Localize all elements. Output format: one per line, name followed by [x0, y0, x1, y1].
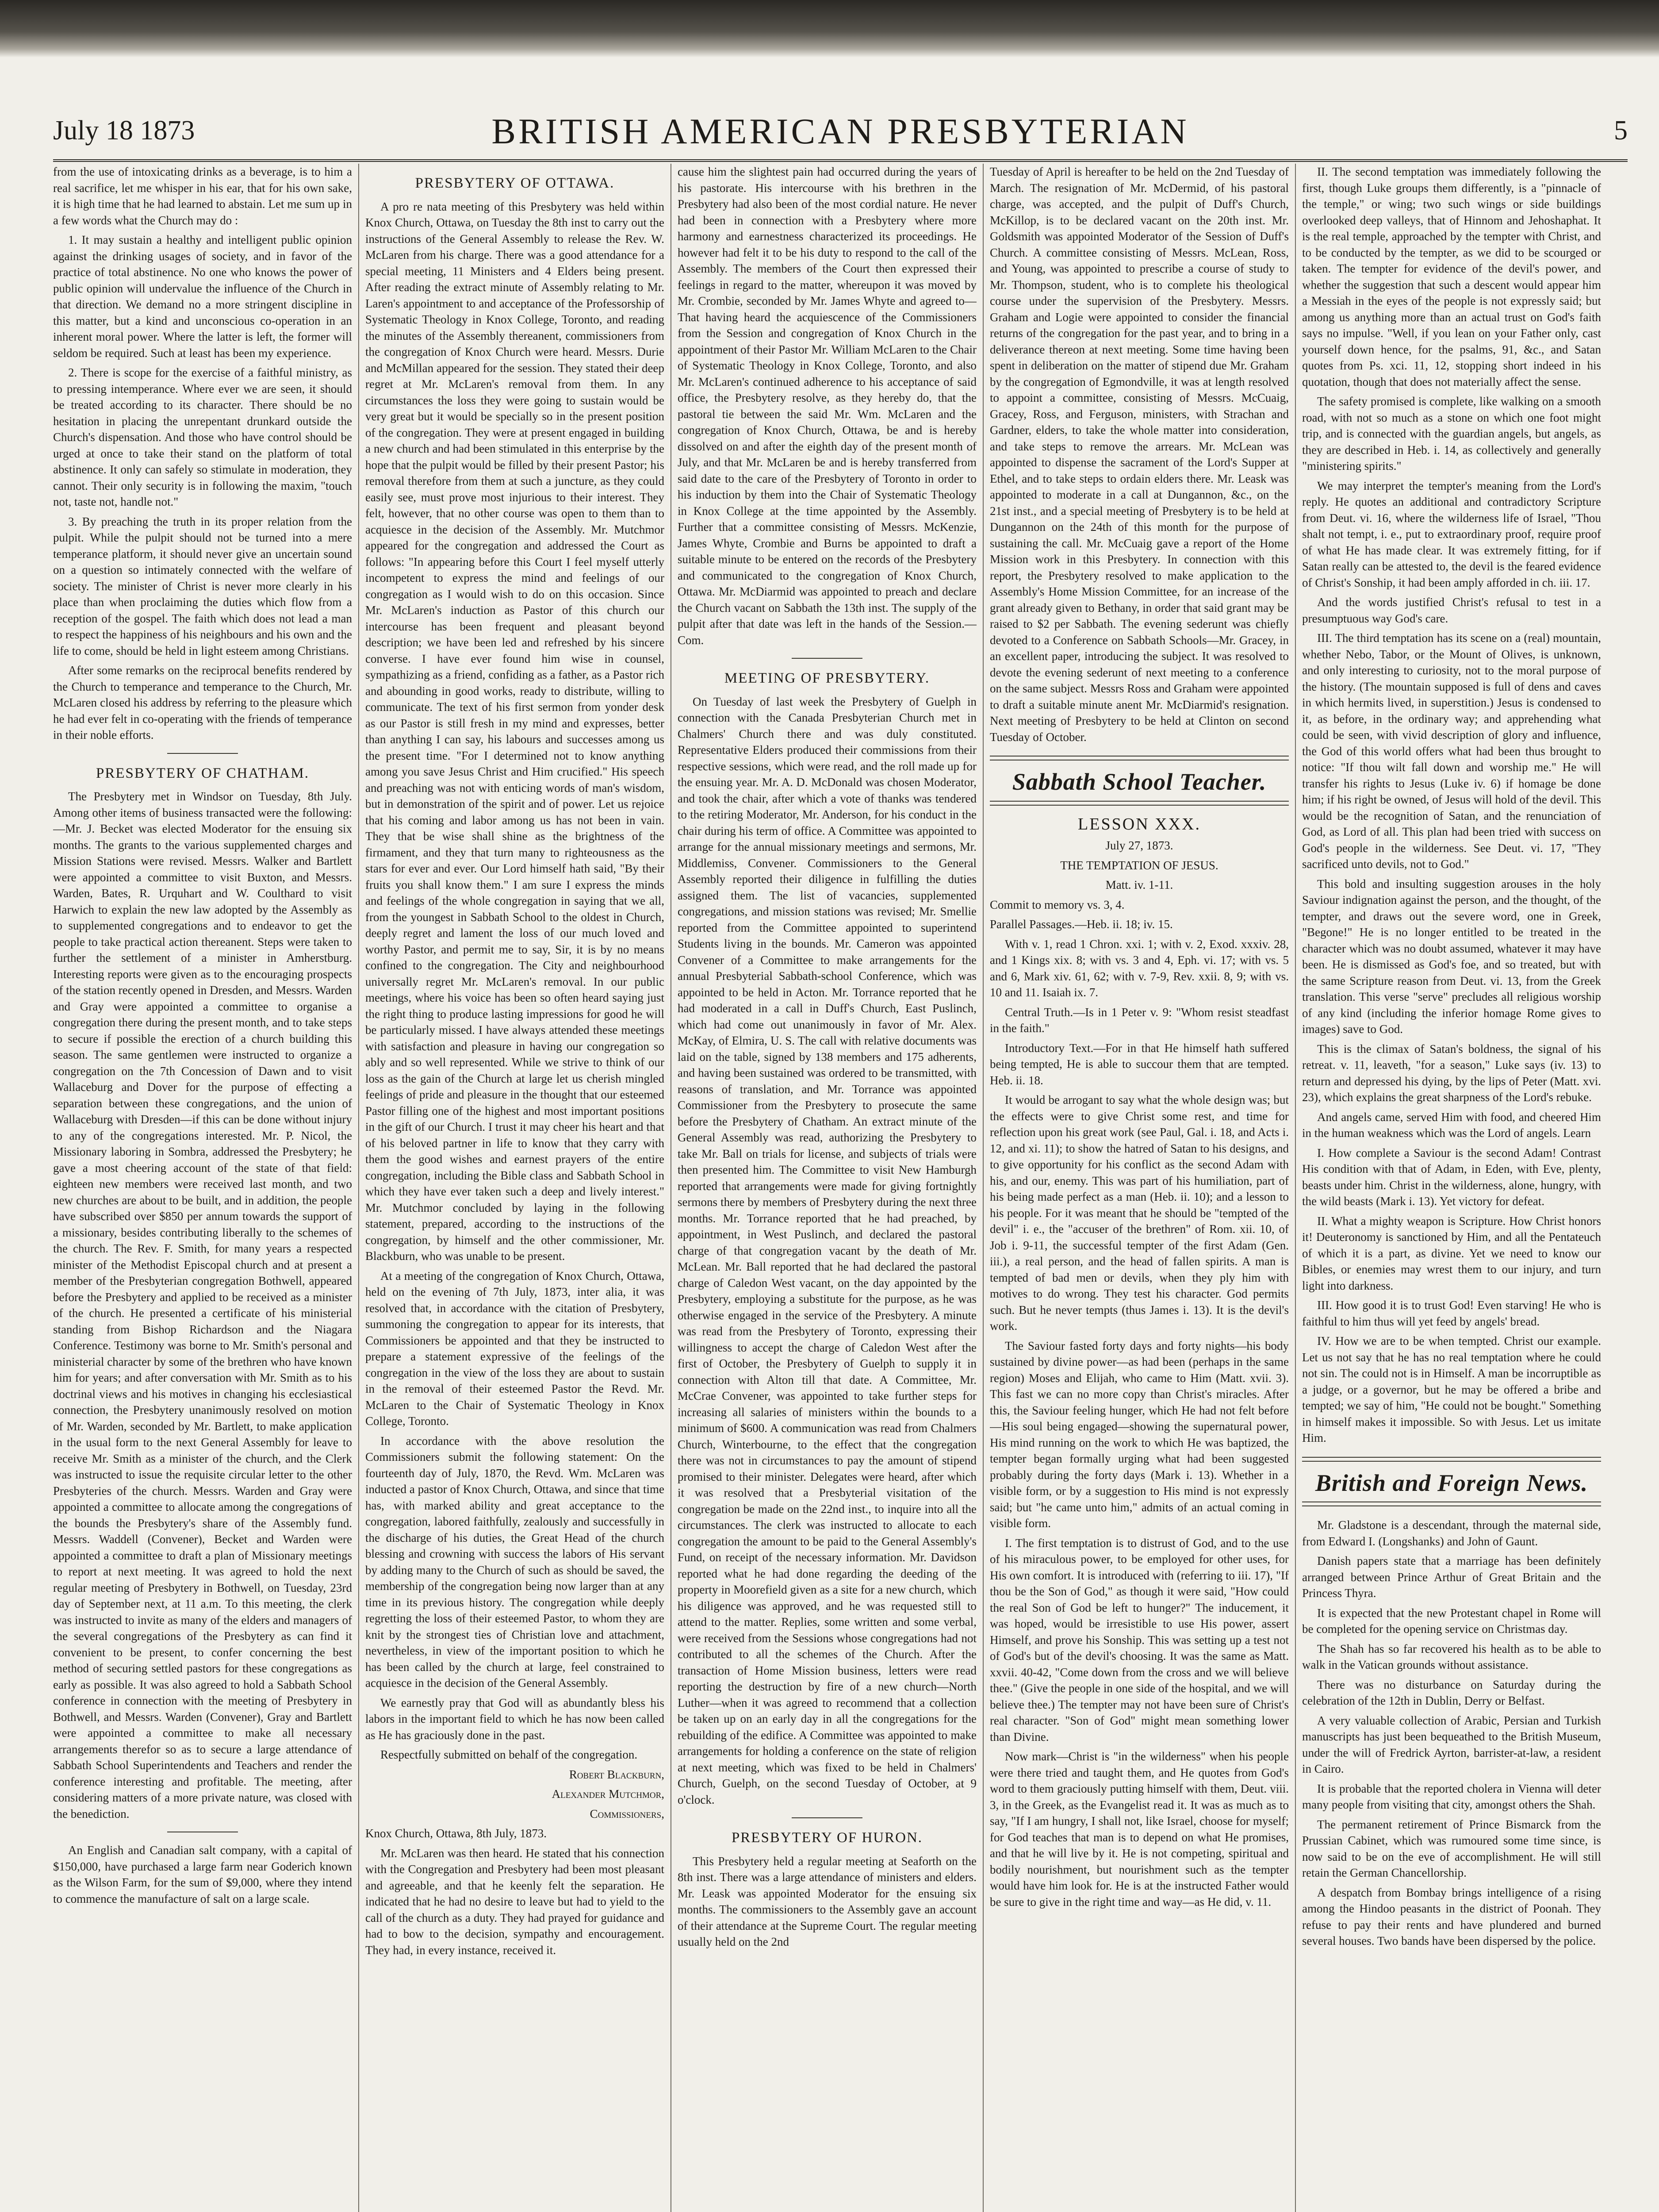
- article-paragraph: At a meeting of the congregation of Knox Church, Ottawa, held on the evening of 7th July, 1873, inter alia, it was resolved that, in accordance with the citation of Presbytery, summoning the congregation to appear for its interests, that Commissioners be appointed and that they be instructed to prepare a statement expressive of the feelings of the congregation in the view of the loss they are about to sustain in the removal of their esteemed Pastor the Revd. Mr. McLaren to the Chair of Systematic Theology in Knox College, Toronto.: [365, 1269, 664, 1428]
- article-paragraph: 3. By preaching the truth in its proper relation from the pulpit. While the pulpit should not be turned into a mere temperance platform, it should never give an uncertain sound on a question so intimately connected with the welfare of society. The minister of Christ is never more clearly in his place than when proclaiming the duties which flow from a reception of the gospel. The faith which does not lead a man to respect the happiness of his neighbours and his own and the life to come, should be held in light esteem among Christians.: [53, 515, 352, 657]
- article-paragraph: A pro re nata meeting of this Presbytery was held within Knox Church, Ottawa, on Tuesday the 8th inst to carry out the instructions of the General Assembly to release the Rev. W. McLaren from his charge. There was a good attendance for a special meeting, 11 Ministers and 4 Elders being present. After reading the extract minute of Assembly relating to Mr. Laren's appointment to and acceptance of the Professorship of Systematic Theology in Knox College, Toronto, and reading the minutes of the Assembly thereanent, commissioners from the congregation of Knox Church were heard. Messrs. Durie and McMillan appeared for the session. They stated their deep regret at Mr. McLaren's removal from them. In any circumstances the loss they were going to sustain would be very great but it would be specially so in the present position of the congregation. They were at present engaged in building a new church and had been stimulated in this enterprise by the hope that the pulpit would be filled by their present Pastor; his removal therefore from them at such a juncture, as they could easily see, must prove most injurious to their interest. They felt, however, that no other course was open to them than to acquiesce in the decision of the Assembly. Mr. Mutchmor appeared for the congregation and addressed the Court as follows: "In appearing before this Court I feel myself utterly incompetent to express the mind and feelings of our congregation as I would wish to do on this occasion. Since Mr. McLaren's induction as Pastor of this church our intercourse has been frequent and pleasant beyond description; we have been led and refreshed by his sincere converse. I have ever found him wise in counsel, sympathizing as a friend, confiding as a father, as a Pastor rich and abounding in good works, ready to distribute, willing to communicate. The text of his first sermon from yonder desk as our Pastor is still fresh in my mind and expresses, better than anything I can say, his labours and successes among us the present time. "For I determined not to know anything among you save Jesus Christ and Him crucified." His speech and preaching was not with enticing words of man's wisdom, but in demonstration of the spirit and of power. Let us rejoice that his coming and labor among us has not been in vain. They that be wise shall shine as the brightness of the firmament, and they that turn many to righteousness as the stars for ever and ever. Our Lord himself hath said, "By their fruits you shall know them." I am sure I express the minds and feelings of the whole congregation in saying that we all, from the youngest in Sabbath School to the oldest in Church, deeply regret and lament the loss of our much loved and worthy Pastor, and permit me to say, Sir, it is by no means confined to the congregation. The City and neighbourhood universally regret Mr. McLaren's removal. In our public meetings, where his voice has been so often heard saying just the right thing to produce lasting impressions for good he will be particularly missed. I have always attended these meetings with satisfaction and pleasure in having our congregation so ably and so well represented. While we strive to think of our loss as the gain of the Church at large let us cherish mingled feelings of pride and pleasure in the thought that our esteemed Pastor filling one of the highest and most important positions in the gift of our Church. I trust it may cheer his heart and that of his beloved partner in life to know that they carry with them the good wishes and earnest prayers of the entire congregation, including the Bible class and Sabbath School in which they have ever taken such a deep and lively interest." Mr. Mutchmor concluded by laying in the following statement, prepared, according to the instructions of the congregation, by himself and the other commissioner, Mr. Blackburn, who was unable to be present.: [365, 200, 664, 1263]
- column-rule: [1295, 164, 1296, 2212]
- section-heading-chatham: PRESBYTERY OF CHATHAM.: [96, 765, 309, 781]
- newspaper-title: BRITISH AMERICAN PRESBYTERIAN: [491, 111, 1189, 151]
- news-notice: An English and Canadian salt company, with a capital of $150,000, have purchased a large farm near Goderich known as the Wilson Farm, for the sum of $9,000, where they intend to commence the manufacture of salt on a large scale.: [53, 1843, 352, 1905]
- news-item: Mr. Gladstone is a descendant, through the maternal side, from Edward I. (Longshanks) and John of Gaunt.: [1302, 1518, 1601, 1548]
- section-divider: [990, 801, 1289, 806]
- section-divider: [990, 756, 1289, 760]
- article-paragraph: On Tuesday of last week the Presbytery of Guelph in connection with the Canada Presbyterian Church met in Chalmers' Church there and was duly constituted. Representative Elders produced their commissions from their respective sessions, which were read, and the roll made up for the ensuing year. Mr. A. D. McDonald was chosen Moderator, and took the chair, after which a vote of thanks was tendered to the retiring Moderator, Mr. Anderson, for his conduct in the chair during his term of office. A Committee was appointed to arrange for the annual missionary meetings and sermons, Mr. Middlemiss, Convener. Commissioners to the General Assembly reported their diligence in fulfilling the duties assigned them. The list of vacancies, supplemented congregations, and mission stations was revised; Mr. Smellie reported from the Committee appointed to superintend Students living in the bounds. Mr. Cameron was appointed Convener of a Committee to make arrangements for the annual Presbyterial Sabbath-school Conference, which was appointed to be held in Acton. Mr. Torrance reported that he had moderated in a call in Duff's Church, East Puslinch, which had come out unanimously in favor of Mr. Alex. McKay, of Elmira, U. S. The call with relative documents was laid on the table, signed by 138 members and 175 adherents, and having been sustained was ordered to be transmitted, with reasons of translation, and Mr. Torrance was appointed Commissioner from the Presbytery to prosecute the same before the Presbytery of Chatham. An extract minute of the General Assembly was read, authorizing the Presbytery to take Mr. Ball on trials for license, and subjects of trials were then presented him. The Committee to visit New Hamburgh reported that arrangements were made for giving fortnightly sermons there by members of Presbytery during the next three months. Mr. Torrance reported that he had preached, by appointment, in West Puslinch, and declared the pastoral charge of that congregation vacant by the death of Mr. McLean. Mr. Ball reported that he had declared the pastoral charge of Caledon West vacant, on the day appointed by the Presbytery, employing a substitute for the purpose, as he was otherwise engaged in the service of the Presbytery. A minute was read from the Presbytery of Toronto, expressing their willingness to accept the charge of Caledon West after the first of October, the Presbytery of Guelph to supply it in connection with Alton till that date. A Committee, Mr. McCrae Convener, was appointed to take further steps for increasing all salaries of ministers within the bounds to a minimum of $600. A communication was read from Chalmers Church, Winterbourne, to the effect that the congregation there was not in circumstances to pay the amount of stipend promised to their minister. Delegates were heard, after which it was resolved that a Presbyterial visitation of the congregation be made on the 22nd inst., to inquire into all the circumstances. The clerk was instructed to allocate to each congregation the amount to be paid to the General Assembly's Fund, on receipt of the necessary information. Mr. Davidson reported what he had done regarding the deeding of the property in Moorefield given as a site for a new church, which his diligence was approved, and he was requested still to attend to the matter. Replies, some written and some verbal, were received from the Sessions whose congregations had not contributed to all the schemes of the Church. After the transaction of Home Mission business, letters were read reporting the destruction by fire of a new church—North Luther—when it was agreed to recommend that a collection be taken up on an early day in all the congregations for the rebuilding of the edifice. A Committee was appointed to make arrangements for holding a conference on the state of religion at next meeting, which was fixed to be held in Chalmers' Church, Guelph, on the second Tuesday of October, at 9 o'clock.: [678, 695, 977, 1806]
- article-paragraph: I. The first temptation is to distrust of God, and to the use of his miraculous power, to be employed for other uses, for His own comfort. It is introduced with (referring to iii. 17), "If thou be the Son of God," as though it were said, "How could the real Son of God be left to hunger?" The inducement, it was hoped, would be irresistible to use His power, assert Himself, and prove his Sonship. This was setting up a test not of God's but of the devil's choosing. It was the same as Matt. xxvii. 40-42, "Come down from the cross and we will believe thee." (Give the people in one side of the hospital, and we will believe thee.) The tempter may not have been sure of Christ's real character. "Son of God" might mean something lower than Divine.: [990, 1536, 1289, 1743]
- scan-edge-band: [0, 0, 1659, 58]
- article-paragraph: After some remarks on the reciprocal benefits rendered by the Church to temperance and temperance to the Church, Mr. McLaren closed his address by referring to the pleasure which he had ever felt in co-operating with the friends of temperance in their noble efforts.: [53, 664, 352, 741]
- issue-date: July 18 1873: [53, 115, 195, 146]
- section-divider: [1302, 1457, 1601, 1462]
- parallel-passages: Parallel Passages.—Heb. ii. 18; iv. 15.: [990, 918, 1173, 931]
- article-paragraph: We earnestly pray that God will as abundantly bless his labors in the important field to which he has now been called as He has graciously done in the past.: [365, 1696, 664, 1742]
- signature: Commissioners,: [590, 1807, 664, 1820]
- section-heading-huron: PRESBYTERY OF HURON.: [731, 1830, 923, 1846]
- news-item: There was no disturbance on Saturday during the celebration of the 12th in Dublin, Derry or Belfast.: [1302, 1678, 1601, 1707]
- lesson-date: July 27, 1873.: [1105, 839, 1173, 852]
- section-divider: [792, 1817, 862, 1818]
- article-paragraph: cause him the slightest pain had occurred during the years of his pastorate. His intercourse with his brethren in the Presbytery had also been of the most cordial nature. He never had been in connection with a Presbytery where more harmony and earnestness characterized its proceedings. He however had felt it to be his duty to respond to the call of the Assembly. The members of the Court then expressed their feelings in regard to the matter, whereupon it was moved by Mr. Crombie, seconded by Mr. James Whyte and agreed to—That having heard the acquiescence of the Commissioners from the Session and congregation of Knox Church in the appointment of their Pastor Mr. William McLaren to the Chair of Systematic Theology in Knox College, Toronto, and also Mr. McLaren's continued adherence to his acceptance of said office, the Presbytery resolve, as they hereby do, that the pastoral tie between the said Mr. Wm. McLaren and the congregation of Knox Church, Ottawa, be and is hereby dissolved on and after the eighth day of the present month of July, and that Mr. McLaren be and is hereby transferred from said date to the care of the Presbytery of Toronto in order to his induction by them into the Chair of Systematic Theology in Knox College at the time appointed by the Assembly. Further that a committee consisting of Messrs. McKenzie, James Whyte, Crombie and Burns be appointed to draft a suitable minute to be entered on the records of the Presbytery and communicated to the congregation of Knox Church, Ottawa. Mr. McDiarmid was appointed to preach and declare the Church vacant on Sabbath the 13th inst. The supply of the pulpit after that date was left in the hands of the Session.—Com.: [678, 165, 977, 647]
- lesson-number: LESSON XXX.: [1078, 814, 1201, 833]
- column-rule: [983, 164, 984, 2212]
- section-divider: [792, 658, 862, 659]
- masthead: [53, 106, 1628, 162]
- article-paragraph: from the use of intoxicating drinks as a beverage, is to him a real sacrifice, let me whisper in his ear, that for his own sake, it is high time that he had learned to abstain. Let me sum up in a few words what the Church may do :: [53, 165, 352, 227]
- column-2: [365, 164, 664, 2212]
- article-paragraph: IV. How we are to be when tempted. Christ our example. Let us not say that he has no real temptation where he could not sin. The could not is in Himself. A man be incorruptible as a judge, or a governor, but he may be offered a bribe and tempted; we say of him, "He could not be bought." Something in himself makes it impossible. So with Jesus. Let us imitate Him.: [1302, 1334, 1601, 1444]
- column-1: [53, 164, 352, 2212]
- news-item: A very valuable collection of Arabic, Persian and Turkish manuscripts has just been bequeathed to the British Museum, under the will of Fredrick Ayrton, barrister-at-law, a resident in Cairo.: [1302, 1713, 1601, 1775]
- news-item: The Shah has so far recovered his health as to be able to walk in the Vatican grounds without assistance.: [1302, 1642, 1601, 1671]
- article-paragraph: Introductory Text.—For in that He himself hath suffered being tempted, He is able to succour them that are tempted. Heb. ii. 18.: [990, 1041, 1289, 1087]
- section-heading-ottawa: PRESBYTERY OF OTTAWA.: [415, 175, 615, 191]
- column-4: [990, 164, 1289, 2212]
- article-paragraph: This bold and insulting suggestion arouses in the holy Saviour indignation against the person, and the thought, of the tempter, and draws out the severe word, one in Greek, "Begone!" He is no longer entitled to be treated in the character which was no doubt assumed, whatever it may have been. He is dismissed as God's foe, and so treated, but with the same Scripture reason from Deut. vi. 13, from the Greek translation. This verse "serve" precludes all religious worship of any kind (including the inferior homage Rome gives to images) save to God.: [1302, 877, 1601, 1036]
- section-divider: [1302, 1502, 1601, 1506]
- article-paragraph: II. The second temptation was immediately following the first, though Luke groups them differently, is a "pinnacle of the temple," or wing; two such wings or side buildings overlooked deep valleys, that of Hinnom and Jehoshaphat. It is the real temple, approached by the tempter with Christ, and to be conducted by the tempter, as we did to be scourged or taken. The tempter for evidence of the devil's power, and whether the suggestion that such a descent would appear him a Messiah in the eyes of the people is not expressly said; but among us anything more than an actual trust on God's faith says no impulse. "Well, if you lean on your Father only, cast yourself down hence, for the psalms, 91, &c., and Satan quotes from Ps. xci. 11, 12, stopping short indeed in his quotation, though that does not materially affect the sense.: [1302, 165, 1601, 388]
- signature: Robert Blackburn,: [569, 1767, 664, 1781]
- section-divider: [167, 753, 238, 754]
- article-paragraph: In accordance with the above resolution the Commissioners submit the following statement: On the fourteenth day of July, 1870, the Revd. Wm. McLaren was inducted a pastor of Knox Church, Ottawa, and since that time has, with marked ability and great acceptance to the congregation, labored faithfully, zealously and successfully in the discharge of his duties, the Great Head of the church blessing and crowning with success the labors of His servant by adding many to the Church of such as should be saved, the membership of the congregation being now larger than at any time in its previous history. The congregation while deeply regretting the loss of their esteemed Pastor, to whom they are knit by the strongest ties of Christian love and attachment, nevertheless, in view of the important position to which he has been called by the church at large, feel constrained to acquiesce in the decision of the General Assembly.: [365, 1434, 664, 1690]
- article-paragraph: The safety promised is complete, like walking on a smooth road, with not so much as a stone on which one foot might trip, and is connected with the guardian angels, but angels, as they are described in Heb. i. 14, as collectively and generally "ministering spirits.": [1302, 395, 1601, 472]
- column-rule: [358, 164, 359, 2212]
- article-paragraph: This Presbytery held a regular meeting at Seaforth on the 8th inst. There was a large attendance of ministers and elders. Mr. Leask was appointed Moderator for the ensuing six months. The commissioners to the Assembly gave an account of their attendance at the Supreme Court. The regular meeting usually held on the 2nd: [678, 1854, 977, 1948]
- section-heading-foreign-news: British and Foreign News.: [1315, 1469, 1588, 1496]
- article-paragraph: II. What a mighty weapon is Scripture. How Christ honors it! Deuteronomy is sanctioned by Him, and all the Pentateuch of which it is a part, as divine. Yet we need to know our Bibles, or enemies may wrest them to our injury, and turn light into darkness.: [1302, 1214, 1601, 1292]
- article-paragraph: Now mark—Christ is "in the wilderness" when his people were there tried and taught them, and He quotes from God's word to them graciously putting himself with them, Deut. viii. 3, in the Greek, as the Evangelist read it. It was as much as to say, "If I am hungry, I shall not, like Israel, choose for myself; for God teaches that man is to depend on what He promises, and that he will live by it. He is not competing, spiritual and bodily nourishment, but nourishment such as the tempter would have him look for. He is at the instructed Father would be sure to give in the right time and way—as He did, v. 11.: [990, 1750, 1289, 1909]
- article-paragraph: This is the climax of Satan's boldness, the signal of his retreat. v. 11, leaveth, "for a season," Luke says (iv. 13) to return and depressed his dying, by the lips of Peter (Matt. xvi. 23), which explains the great sharpness of the Lord's rebuke.: [1302, 1042, 1601, 1104]
- news-item: The permanent retirement of Prince Bismarck from the Prussian Cabinet, which was rumoured some time since, is now said to be on the eve of accomplishment. He will still retain the German Chancellorship.: [1302, 1817, 1601, 1879]
- article-paragraph: Mr. McLaren was then heard. He stated that his connection with the Congregation and Presbytery had been most pleasant and agreeable, and that he keenly felt the separation. He indicated that he had no desire to leave but had to yield to the call of the church as a duty. They had prayed for guidance and had to bow to the decision, sympathy and encouragement. They had, in every instance, received it.: [365, 1846, 664, 1957]
- dateline: Knox Church, Ottawa, 8th July, 1873.: [365, 1827, 547, 1840]
- section-heading-meeting: MEETING OF PRESBYTERY.: [724, 670, 930, 686]
- article-paragraph: We may interpret the tempter's meaning from the Lord's reply. He quotes an additional and contradictory Scripture from Deut. vi. 16, where the wilderness life of Israel, "Thou shalt not tempt, i. e., put to extraordinary proof, require proof of what He has made clear. It was extremely fitting, for if Satan really can be attested to, the devil is the feared evidence of Christ's Sonship, it had been amply afforded in ch. iii. 17.: [1302, 479, 1601, 589]
- lesson-reference: Matt. iv. 1-11.: [1105, 878, 1173, 891]
- article-paragraph: With v. 1, read 1 Chron. xxi. 1; with v. 2, Exod. xxxiv. 28, and 1 Kings xix. 8; with vs. 3 and 4, Eph. vi. 17; with vs. 5 and 6, Mark xiv. 61, 62; with v. 7-9, Rev. xxii. 8, 9; with vs. 10 and 11. Isaiah ix. 7.: [990, 937, 1289, 999]
- article-paragraph: 2. There is scope for the exercise of a faithful ministry, as to pressing intemperance. Where ever we are seen, it should be treated according to its character. There should be no hesitation in placing the unrepentant drunkard outside the Church's dispensation. And those who have control should be urged at once to take their stand on the platform of total abstinence. It only can safely so stimulate in moderation, they cannot. Their only security is in following the maxim, "touch not, taste not, handle not.": [53, 366, 352, 508]
- article-paragraph: It would be arrogant to say what the whole design was; but the effects were to give Christ some rest, and time for reflection upon his great work (see Paul, Gal. i. 18, and Acts i. 12, and xi. 11); to show the hatred of Satan to his designs, and to give opportunity for his conflict as the second Adam with his, and our, enemy. This was part of his humiliation, part of his being made perfect as a man (Heb. ii. 10); and a lesson to his people. For it was meant that he should be "tempted of the devil" i. e., the "accuser of the brethren" of Rom. xii. 10, of Job i. 9-11, the successful tempter of the first Adam (Gen. iii.), a real person, and the head of fallen spirits. A man is tempted of bad men or devils, when they ply him with motives to do wrong. They test his character. God permits such. But he never tempts (thus James i. 13). It is the devil's work.: [990, 1093, 1289, 1333]
- column-rule: [670, 164, 671, 2212]
- news-item: It is probable that the reported cholera in Vienna will deter many people from visiting that city, amongst others the Shah.: [1302, 1782, 1601, 1811]
- article-paragraph: 1. It may sustain a healthy and intelligent public opinion against the drinking usages of society, and in favor of the practice of total abstinence. No one who knows the power of public opinion will undervalue the influence of the Church in that direction. We demand no a more stringent discipline in this matter, but a kind and unconscious co-operation in an inherent moral power. Where the latter is left, the former will seldom be required. Such at least has been my experience.: [53, 233, 352, 360]
- section-heading-sabbath-school: Sabbath School Teacher.: [1012, 768, 1267, 795]
- article-paragraph: Tuesday of April is hereafter to be held on the 2nd Tuesday of March. The resignation of Mr. McDermid, of his pastoral charge, was accepted, and the pulpit of Duff's Church, McKillop, is to be declared vacant on the 20th inst. Mr. Goldsmith was appointed Moderator of the Session of Duff's Church. A committee consisting of Messrs. McLean, Ross, and Young, was appointed to prescribe a course of study to Mr. Thompson, student, who is to complete his theological course under the supervision of the Presbytery. Messrs. Graham and Logie were appointed to consider the financial returns of the congregation for the past year, and to bring in a deliverance thereon at next meeting. Some time having been spent in deliberation on the matter of stipend due Mr. Graham by the congregation of Egmondville, it was at length resolved to appoint a committee, consisting of Messrs. McCuaig, Gracey, Ross, and Ferguson, ministers, with Strachan and Gardner, elders, to take the whole matter into consideration, and take steps to remove the arrears. Mr. McLean was appointed to dispense the sacrament of the Lord's Supper at Ethel, and to take steps to ordain elders there. Mr. Leask was appointed to moderate in a call at Dungannon, &c., on the 21st inst., and a special meeting of Presbytery is to be held at Dungannon on the 24th of this month for the purpose of sustaining the call. Mr. McCuaig gave a report of the Home Mission work in this Presbytery. In connection with this report, the Presbytery resolved to make application to the Assembly's Home Mission Committee, for an increase of the grant already given to Bethany, in order that said grant may be raised to $2 per Sabbath. The evening sederunt was chiefly devoted to a Conference on Sabbath Schools—Mr. Gracey, in an excellent paper, introducing the subject. It was resolved to devote the evening sederunt of next meeting to a conference on the same subject. Messrs Ross and Graham were appointed to draft a suitable minute anent Mr. McDiarmid's resignation. Next meeting of Presbytery to be held at Clinton on second Tuesday of October.: [990, 165, 1289, 744]
- article-paragraph: Respectfully submitted on behalf of the congregation.: [380, 1748, 638, 1761]
- lesson-topic: THE TEMPTATION OF JESUS.: [1060, 858, 1218, 872]
- memory-verse: Commit to memory vs. 3, 4.: [990, 898, 1125, 911]
- column-3: [678, 164, 977, 2212]
- news-item: It is expected that the new Protestant chapel in Rome will be completed for the opening service on Christmas day.: [1302, 1606, 1601, 1636]
- article-paragraph: The Presbytery met in Windsor on Tuesday, 8th July. Among other items of business transacted were the following:—Mr. J. Becket was elected Moderator for the ensuing six months. The grants to the various supplemented charges and Mission Stations were revised. Messrs. Walker and Bartlett were appointed a committee to visit Buxton, and Messrs. Warden, Bates, R. Urquhart and W. Coulthard to visit Harwich to explain the new law adopted by the Assembly as to supplemented congregations and to endeavor to get the people to take practical action thereanent. Steps were taken to further the settlement of a minister in Amherstburg. Interesting reports were given as to the encouraging prospects of the station recently opened in Dresden, and Messrs. Warden and Gray were appointed a committee to organise a congregation there during the present month, and to take steps to secure if possible the erection of a church building this season. The same gentlemen were instructed to organize a congregation on the 7th Concession of Dawn and to visit Wallaceburg and Dover for the purpose of effecting a separation between these congregations, and the union of Wallaceburg with Dresden—if this can be done without injury to any of the congregations interested. Mr. P. Nicol, the Missionary laboring in Sombra, addressed the Presbytery; he gave a most cheering account of the state of that field: eighteen new members were received last month, and two new churches are about to be built, and in addition, the people have subscribed over $850 per annum towards the support of a missionary, besides contributing liberally to the schemes of the church. The Rev. F. Smith, for many years a respected minister of the Methodist Episcopal church and at present a member of the Presbyterian congregation Bothwell, appeared before the Presbytery and applied to be received as a minister of the church. He presented a certificate of his ministerial standing from Bishop Richardson and the Niagara Conference. Testimony was borne to Mr. Smith's personal and ministerial character by some of the brethren who have known him for years; and after conversation with Mr. Smith as to his doctrinal views and his motives in changing his ecclesiastical connection, the Presbytery unanimously resolved on motion of Mr. Warden, seconded by Mr. Bartlett, to make application in the usual form to the next General Assembly for leave to receive Mr. Smith as a minister of the church, and the Clerk was instructed to issue the requisite circular letter to the other Presbyteries of the church. Messrs. Warden and Gray were appointed a committee to allocate among the congregations of the bounds the Presbytery's share of the Assembly fund. Messrs. Waddell (Convener), Becket and Warden were appointed a committee to draft a plan of Missionary meetings to report at next meeting. It was agreed to hold the next regular meeting of Presbytery in Bothwell, on Tuesday, 23rd day of September next, at 11 a.m. To this meeting, the clerk was instructed to invite as many of the elders and managers of the several congregations of the Presbytery as can find it convenient to be present, to confer concerning the best method of securing settled pastors for these congregations as early as possible. It was also agreed to hold a Sabbath School conference in connection with the meeting of Presbytery in Bothwell, and Messrs. Warden (Convener), Gray and Bartlett were appointed a committee to make all necessary arrangements therefor so as to secure a large attendance of Sabbath School Superintendents and Teachers and render the conference interesting and profitable. The meeting, after considering matters of a more private nature, was closed with the benediction.: [53, 790, 352, 1820]
- news-item: A despatch from Bombay brings intelligence of a rising among the Hindoo peasants in the district of Poonah. They refuse to pay their rents and have plundered and burned several houses. Two bands have been dispersed by the police.: [1302, 1886, 1601, 1947]
- article-paragraph: III. The third temptation has its scene on a (real) mountain, whether Nebo, Tabor, or the Mount of Olives, is unknown, and only interesting to curiosity, not to the moral purpose of the history. (The mountain supposed is full of dens and caves in which hermits lived, in superstition.) Jesus is condensed to it, as before, in the ordinary way; and apprehending what could be seen, with vivid description of glory and influence, the God of this world offers what had been thus brought to notice: "If thou wilt fall down and worship me." He will transfer his rights to Jesus (Luke iv. 6) if homage be done him; if his right be owned, of Jesus will hold of the devil. This would be the recognition of Satan, and the renunciation of God, as Lord of all. This plan had been tried with success on God's people in the wilderness. See Deut. vi. 17, "They sacrificed unto devils, not to God.": [1302, 631, 1601, 871]
- article-paragraph: III. How good it is to trust God! Even starving! He who is faithful to him thus will yet feed by angels' bread.: [1302, 1298, 1601, 1328]
- article-paragraph: Central Truth.—Is in 1 Peter v. 9: "Whom resist steadfast in the faith.": [990, 1005, 1289, 1035]
- signature: Alexander Mutchmor,: [552, 1787, 664, 1801]
- article-paragraph: I. How complete a Saviour is the second Adam! Contrast His condition with that of Adam, in Eden, with Eve, plenty, beasts under him. Christ in the wilderness, alone, hungry, with the wild beasts (Mark i. 13). Yet victory for defeat.: [1302, 1146, 1601, 1208]
- news-item: Danish papers state that a marriage has been definitely arranged between Prince Arthur of Great Britain and the Princess Thyra.: [1302, 1554, 1601, 1600]
- article-paragraph: And the words justified Christ's refusal to test in a presumptuous way God's care.: [1302, 595, 1601, 625]
- article-paragraph: The Saviour fasted forty days and forty nights—his body sustained by divine power—as had been (perhaps in the same region) Moses and Elijah, who came to Him (Matt. xvii. 3). This fast we can no more copy than Christ's miracles. After this, the Saviour feeling hunger, which He had not felt before—His soul being engaged—showing the supernatural power, His mind running on the work to which He was baptized, the tempter began formally urging what had been suggested probably during the forty days (Mark i. 13). Whether in a visible form, or by a suggestion to His mind is not expressly said; but "he came unto him," admits of an actual coming in visible form.: [990, 1339, 1289, 1530]
- column-5: [1302, 164, 1601, 2212]
- page-number: 5: [1614, 115, 1628, 146]
- article-paragraph: And angels came, served Him with food, and cheered Him in the human weakness which was the Lord of angels. Learn: [1302, 1110, 1601, 1140]
